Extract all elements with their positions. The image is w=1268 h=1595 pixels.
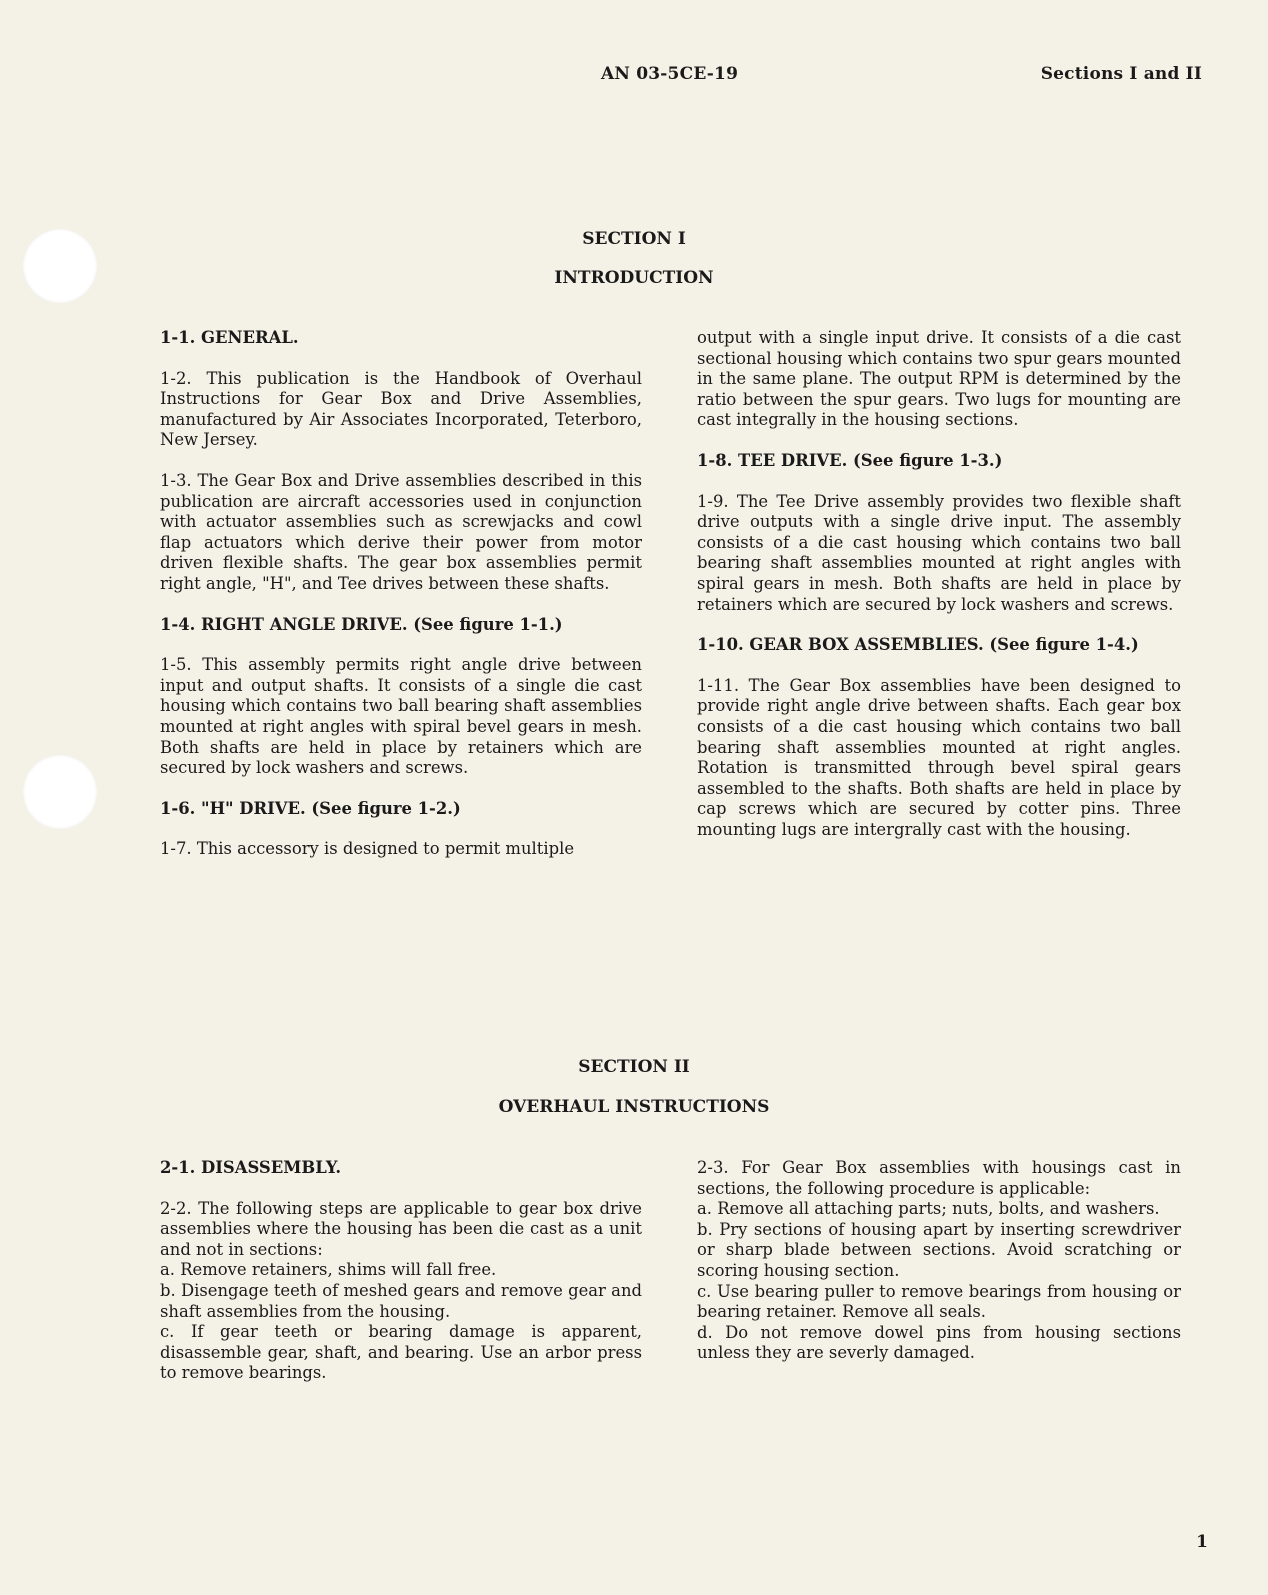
step-2-2-b: b. Disengage teeth of meshed gears and remove gear and shaft assemblies from the housing. <box>160 1280 642 1321</box>
section1-number: SECTION I <box>582 229 686 249</box>
para-2-3: 2-3. For Gear Box assemblies with housings cast in sections, the following procedure is applicable: <box>697 1158 1181 1198</box>
step-2-3-b: b. Pry sections of housing apart by inserting screwdriver or sharp blade between sections. Avoid scratching or scoring housing section. <box>697 1219 1181 1280</box>
section1-left-column <box>160 328 642 880</box>
para-1-9: 1-9. The Tee Drive assembly provides two flexible shaft drive outputs with a single drive input. The assembly consists of a die cast housing which contains two ball bearing shaft assemblies mounted at right angles with spiral gears in mesh. Both shafts are held in place by retainers which are secured by lock washers and screws. <box>697 491 1181 614</box>
page-number: 1 <box>1196 1532 1208 1552</box>
para-1-10: 1-10. GEAR BOX ASSEMBLIES. (See figure 1-4.) <box>697 635 1139 655</box>
para-1-3: 1-3. The Gear Box and Drive assemblies described in this publication are aircraft accessories used in conjunction with actuator assemblies such as screwjacks and cowl flap actuators which derive their power from motor driven flexible shafts. The gear box assemblies permit right angle, "H", and Tee drives between these shafts. <box>160 470 642 593</box>
step-2-3-d: d. Do not remove dowel pins from housing sections unless they are severly damaged. <box>697 1322 1181 1363</box>
para-1-8: 1-8. TEE DRIVE. (See figure 1-3.) <box>697 450 1003 470</box>
section2-title: OVERHAUL INSTRUCTIONS <box>498 1097 770 1117</box>
section2-right-column <box>697 1158 1181 1364</box>
doc-number: AN 03-5CE-19 <box>601 64 739 84</box>
para-1-7-cont: output with a single input drive. It consists of a die cast sectional housing which contains two spur gears mounted in the same plane. The output RPM is determined by the ratio between the spur gears. Two lugs for mounting are cast integrally in the housing sections. <box>697 328 1181 430</box>
step-2-2-c: c. If gear teeth or bearing damage is apparent, disassemble gear, shaft, and bearing. Use an arbor press to remove bearings. <box>160 1322 642 1383</box>
para-1-6: 1-6. "H" DRIVE. (See figure 1-2.) <box>160 798 461 818</box>
binder-hole-middle <box>23 755 97 829</box>
para-2-2: 2-2. The following steps are applicable to gear box drive assemblies where the housing has been die cast as a unit and not in sections: <box>160 1198 642 1259</box>
para-1-7: 1-7. This accessory is designed to permit multiple <box>160 839 575 859</box>
section1-title: INTRODUCTION <box>554 268 714 288</box>
step-2-2-a: a. Remove retainers, shims will fall free. <box>160 1260 497 1280</box>
sections-label: Sections I and II <box>1040 64 1202 84</box>
para-1-5: 1-5. This assembly permits right angle drive between input and output shafts. It consists of a single die cast housing which contains two ball bearing shaft assemblies mounted at right angles with spiral bevel gears in mesh. Both shafts are held in place by retainers which are secured by lock washers and screws. <box>160 655 642 778</box>
section2-number: SECTION II <box>578 1057 690 1077</box>
step-2-3-a: a. Remove all attaching parts; nuts, bolts, and washers. <box>697 1199 1160 1219</box>
para-1-4: 1-4. RIGHT ANGLE DRIVE. (See figure 1-1.) <box>160 614 563 634</box>
para-1-2: 1-2. This publication is the Handbook of Overhaul Instructions for Gear Box and Drive Assemblies, manufactured by Air Associates Incorporated, Teterboro, New Jersey. <box>160 368 642 450</box>
para-2-1: 2-1. DISASSEMBLY. <box>160 1158 342 1177</box>
step-2-3-c: c. Use bearing puller to remove bearings from housing or bearing retainer. Remove all seals. <box>697 1281 1181 1322</box>
section1-right-column <box>697 328 1181 860</box>
section2-left-column <box>160 1158 642 1384</box>
para-1-1: 1-1. GENERAL. <box>160 328 299 347</box>
para-1-11: 1-11. The Gear Box assemblies have been designed to provide right angle drive between shafts. Each gear box consists of a die cast housing which contains two ball bearing shaft assemblies mounted at right angles. Rotation is transmitted through bevel spiral gears assembled to the shafts. Both shafts are held in place by cap screws which are secured by cotter pins. Three mounting lugs are intergrally cast with the housing. <box>697 675 1181 839</box>
